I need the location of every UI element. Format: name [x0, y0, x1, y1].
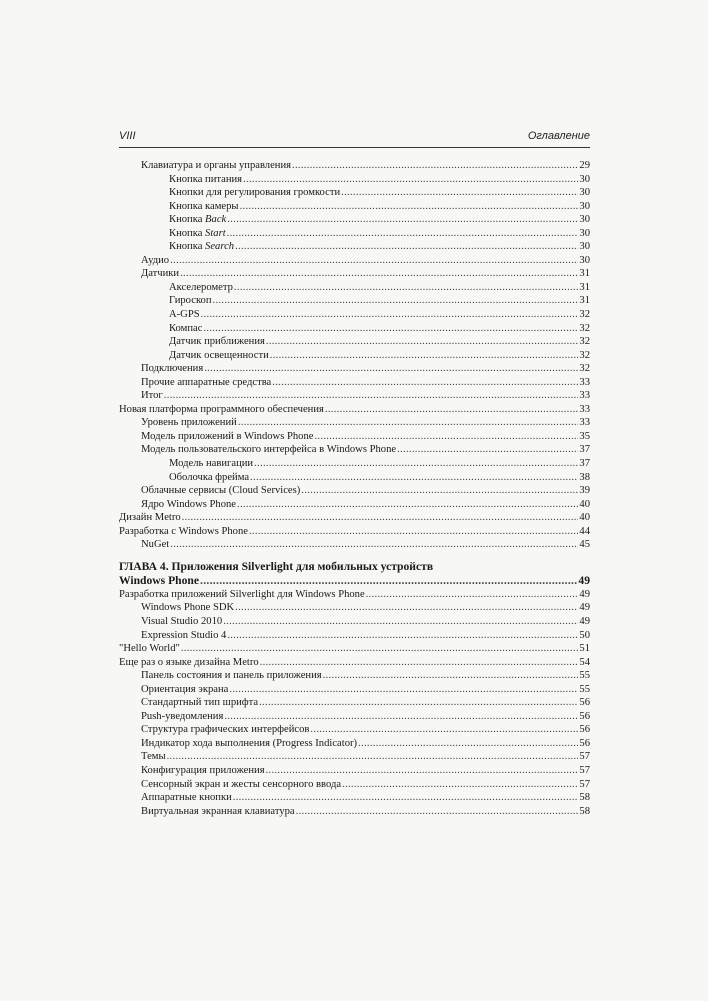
- dot-leader: [164, 389, 579, 403]
- toc-entry[interactable]: [119, 498, 590, 512]
- toc-entry[interactable]: [119, 254, 590, 268]
- toc-entry-title: Разработка приложений Silverlight для Windows Phone: [119, 588, 365, 600]
- toc-entry-page: 33: [579, 417, 590, 429]
- toc-entry-title: Подключения: [141, 363, 204, 375]
- dot-leader: [223, 615, 578, 629]
- toc-entry[interactable]: [119, 778, 590, 792]
- toc-entry[interactable]: [119, 173, 590, 187]
- toc-entry[interactable]: [119, 764, 590, 778]
- chapter-title-text: Windows Phone: [119, 573, 200, 587]
- toc-entry-title: Облачные сервисы (Cloud Services): [141, 485, 301, 497]
- toc-entry-page: 35: [579, 430, 590, 442]
- toc-entry-title: Модель пользовательского интерфейса в Windows Phone: [141, 444, 397, 456]
- dot-leader: [201, 308, 579, 322]
- toc-entry-title: Push-уведомления: [141, 710, 224, 722]
- toc-entry[interactable]: [119, 281, 590, 295]
- dot-leader: [227, 629, 578, 643]
- dot-leader: [238, 416, 579, 430]
- toc-entry-title: Кнопка камеры: [169, 200, 239, 212]
- dot-leader: [323, 669, 579, 683]
- dot-leader: [235, 240, 578, 254]
- dot-leader: [233, 791, 579, 805]
- toc-entry[interactable]: [119, 213, 590, 227]
- toc-entry-title: Дизайн Metro: [119, 512, 181, 524]
- toc-entry[interactable]: [119, 511, 590, 525]
- toc-entry-title: "Hello World": [119, 643, 180, 655]
- toc-entry[interactable]: [119, 376, 590, 390]
- toc-entry-page: 37: [579, 458, 590, 470]
- toc-entry[interactable]: [119, 683, 590, 697]
- toc-entry-page: 44: [579, 525, 590, 537]
- dot-leader: [213, 294, 579, 308]
- dot-leader: [181, 642, 579, 656]
- toc-entry-title: Уровень приложений: [141, 417, 237, 429]
- toc-entry-title: Модель приложений в Windows Phone: [141, 430, 314, 442]
- dot-leader: [314, 430, 578, 444]
- toc-entry[interactable]: [119, 349, 590, 363]
- toc-entry-title: Ядро Windows Phone: [141, 498, 237, 510]
- chapter-title-line-2[interactable]: [119, 574, 590, 588]
- toc-entry[interactable]: [119, 696, 590, 710]
- dot-leader: [227, 227, 579, 241]
- dot-leader: [243, 173, 578, 187]
- toc-entry[interactable]: [119, 416, 590, 430]
- dot-leader: [270, 349, 579, 363]
- toc-entry-title: Структура графических интерфейсов: [141, 724, 310, 736]
- toc-entry-page: 30: [579, 254, 590, 266]
- dot-leader: [167, 750, 579, 764]
- toc-entry-title: Итог: [141, 390, 163, 402]
- dot-leader: [296, 805, 579, 819]
- dot-leader: [266, 764, 579, 778]
- dot-leader: [397, 443, 578, 457]
- toc-entry-page: 40: [579, 498, 590, 510]
- toc-entry[interactable]: [119, 159, 590, 173]
- toc-entry-title: Разработка с Windows Phone: [119, 525, 248, 537]
- toc-entry[interactable]: [119, 656, 590, 670]
- toc-entry-title: Кнопки для регулирования громкости: [169, 187, 341, 199]
- toc-entry[interactable]: [119, 723, 590, 737]
- toc-entry-title: Индикатор хода выполнения (Progress Indicator): [141, 737, 358, 749]
- toc-entry-page: 32: [579, 322, 590, 334]
- toc-entry-title: Прочие аппаратные средства: [141, 376, 272, 388]
- toc-entry[interactable]: [119, 457, 590, 471]
- dot-leader: [200, 574, 577, 588]
- toc-entry-title: NuGet: [141, 539, 170, 551]
- page-header: [119, 130, 590, 142]
- toc-entry-page: 30: [579, 227, 590, 239]
- toc-entry-title: Еще раз о языке дизайна Metro: [119, 656, 259, 668]
- toc-entry-title: Компас: [169, 322, 203, 334]
- toc-entry-title: A-GPS: [169, 309, 200, 321]
- toc-entry[interactable]: [119, 629, 590, 643]
- toc-entry-title: Новая платформа программного обеспечения: [119, 403, 324, 415]
- toc-entry-page: 49: [579, 588, 590, 600]
- toc-entry-page: 30: [579, 214, 590, 226]
- dot-leader: [266, 335, 579, 349]
- toc-entry[interactable]: [119, 389, 590, 403]
- toc-entry-page: 40: [579, 512, 590, 524]
- dot-leader: [260, 656, 579, 670]
- toc-entry-page: 32: [579, 336, 590, 348]
- dot-leader: [235, 601, 578, 615]
- dot-leader: [272, 376, 578, 390]
- dot-leader: [234, 281, 578, 295]
- dot-leader: [180, 267, 578, 281]
- chapter-title-line-1[interactable]: ГЛАВА 4. Приложения Silverlight для мобильных устройств: [119, 559, 434, 573]
- toc-entry[interactable]: [119, 805, 590, 819]
- toc-entry-page: 33: [579, 390, 590, 402]
- toc-entry[interactable]: [119, 430, 590, 444]
- toc-entry[interactable]: [119, 335, 590, 349]
- toc-entry-page: 32: [579, 363, 590, 375]
- toc-entry-page: 31: [579, 268, 590, 280]
- page-number: VIII: [119, 130, 136, 142]
- toc-entry-title: Кнопка Start: [169, 227, 226, 239]
- toc-entry-title: Датчик приближения: [169, 336, 265, 348]
- dot-leader: [170, 538, 578, 552]
- dot-leader: [366, 588, 579, 602]
- toc-entry-title: Панель состояния и панель приложения: [141, 670, 322, 682]
- toc-entry-title: Модель навигации: [169, 458, 254, 470]
- toc-entry-title: Сенсорный экран и жесты сенсорного ввода: [141, 778, 342, 790]
- toc-entry-page: 56: [579, 724, 590, 736]
- dot-leader: [342, 778, 578, 792]
- toc-entry[interactable]: [119, 601, 590, 615]
- toc-entry[interactable]: [119, 443, 590, 457]
- toc-entry[interactable]: [119, 669, 590, 683]
- toc-entry-page: 38: [579, 471, 590, 483]
- toc-entry-page: 58: [579, 792, 590, 804]
- toc-entry-page: 33: [579, 376, 590, 388]
- toc-entry-page: 55: [579, 670, 590, 682]
- dot-leader: [203, 322, 578, 336]
- toc-entry-title: Аппаратные кнопки: [141, 792, 232, 804]
- toc-entry-page: 49: [579, 615, 590, 627]
- toc-entry-page: 30: [579, 200, 590, 212]
- toc-entry-title: Конфигурация приложения: [141, 764, 265, 776]
- toc-entry-title: Кнопка Back: [169, 214, 227, 226]
- dot-leader: [254, 457, 578, 471]
- dot-leader: [341, 186, 578, 200]
- toc-entry-page: 50: [579, 629, 590, 641]
- chapter-spacer: [119, 552, 590, 560]
- toc-entry[interactable]: [119, 471, 590, 485]
- dot-leader: [250, 471, 578, 485]
- toc-entry-title: Expression Studio 4: [141, 629, 227, 641]
- dot-leader: [301, 484, 578, 498]
- toc-entry-title: Темы: [141, 751, 166, 763]
- toc-entry-page: 30: [579, 187, 590, 199]
- toc-entry-page: 56: [579, 697, 590, 709]
- toc-entry-title: Windows Phone SDK: [141, 602, 235, 614]
- toc-entry-page: 56: [579, 737, 590, 749]
- toc-entry[interactable]: [119, 615, 590, 629]
- toc-entry-page: 57: [579, 751, 590, 763]
- toc-entry-title: Гироскоп: [169, 295, 212, 307]
- dot-leader: [358, 737, 578, 751]
- header-rule: [119, 147, 590, 148]
- dot-leader: [182, 511, 579, 525]
- toc-entry[interactable]: [119, 403, 590, 417]
- toc-entry[interactable]: [119, 227, 590, 241]
- toc-part-2: [119, 588, 590, 818]
- toc-entry-page: 54: [579, 656, 590, 668]
- toc-entry[interactable]: [119, 267, 590, 281]
- section-title: Оглавление: [527, 130, 590, 142]
- dot-leader: [237, 498, 578, 512]
- toc-entry-title: Ориентация экрана: [141, 683, 229, 695]
- toc-entry-page: 57: [579, 778, 590, 790]
- toc-entry[interactable]: [119, 240, 590, 254]
- dot-leader: [170, 254, 578, 268]
- toc-entry[interactable]: [119, 642, 590, 656]
- chapter-page-number: 49: [578, 573, 590, 587]
- toc-entry[interactable]: [119, 710, 590, 724]
- toc-entry-title: Датчик освещенности: [169, 349, 269, 361]
- toc-entry-page: 55: [579, 683, 590, 695]
- toc-entry-title: Кнопка питания: [169, 173, 243, 185]
- toc-entry[interactable]: [119, 588, 590, 602]
- toc-entry-page: 30: [579, 241, 590, 253]
- toc-entry-page: 57: [579, 764, 590, 776]
- toc-entry-page: 45: [579, 539, 590, 551]
- toc-entry-title: Акселерометр: [169, 281, 233, 293]
- dot-leader: [325, 403, 579, 417]
- toc-entry[interactable]: [119, 791, 590, 805]
- toc-entry-page: 49: [579, 602, 590, 614]
- toc-entry-title: Аудио: [141, 254, 170, 266]
- toc-entry[interactable]: [119, 525, 590, 539]
- toc-entry-page: 31: [579, 295, 590, 307]
- dot-leader: [227, 213, 578, 227]
- toc-entry-page: 32: [579, 349, 590, 361]
- dot-leader: [249, 525, 578, 539]
- toc-entry-page: 51: [579, 643, 590, 655]
- toc-entry[interactable]: [119, 200, 590, 214]
- toc-entry-page: 30: [579, 173, 590, 185]
- toc-entry-page: 33: [579, 403, 590, 415]
- toc-entry-title: Клавиатура и органы управления: [141, 160, 292, 171]
- toc-entry[interactable]: [119, 737, 590, 751]
- toc-entry[interactable]: [119, 362, 590, 376]
- toc-entry-page: 39: [579, 485, 590, 497]
- toc-entry[interactable]: [119, 484, 590, 498]
- toc-entry-page: 56: [579, 710, 590, 722]
- dot-leader: [240, 200, 579, 214]
- dot-leader: [229, 683, 578, 697]
- dot-leader: [259, 696, 578, 710]
- dot-leader: [204, 362, 578, 376]
- dot-leader: [292, 159, 578, 173]
- toc-entry-title: Кнопка Search: [169, 241, 235, 253]
- toc-entry[interactable]: [119, 186, 590, 200]
- toc-entry-title: Виртуальная экранная клавиатура: [141, 805, 295, 817]
- toc-entry-title: Оболочка фрейма: [169, 471, 250, 483]
- toc-entry[interactable]: [119, 322, 590, 336]
- dot-leader: [224, 710, 578, 724]
- toc-entry-page: 31: [579, 281, 590, 293]
- toc-entry[interactable]: [119, 750, 590, 764]
- toc-entry-page: 37: [579, 444, 590, 456]
- table-of-contents: [119, 159, 590, 818]
- toc-entry-title: Стандартный тип шрифта: [141, 697, 259, 709]
- toc-entry-page: 29: [579, 160, 590, 171]
- toc-entry-title: Visual Studio 2010: [141, 615, 223, 627]
- toc-entry-page: 32: [579, 309, 590, 321]
- dot-leader: [310, 723, 578, 737]
- toc-entry-title: Датчики: [141, 268, 180, 280]
- toc-entry[interactable]: [119, 308, 590, 322]
- toc-entry-page: 58: [579, 805, 590, 817]
- toc-part-1: [119, 159, 590, 552]
- toc-entry[interactable]: [119, 538, 590, 552]
- toc-entry[interactable]: [119, 294, 590, 308]
